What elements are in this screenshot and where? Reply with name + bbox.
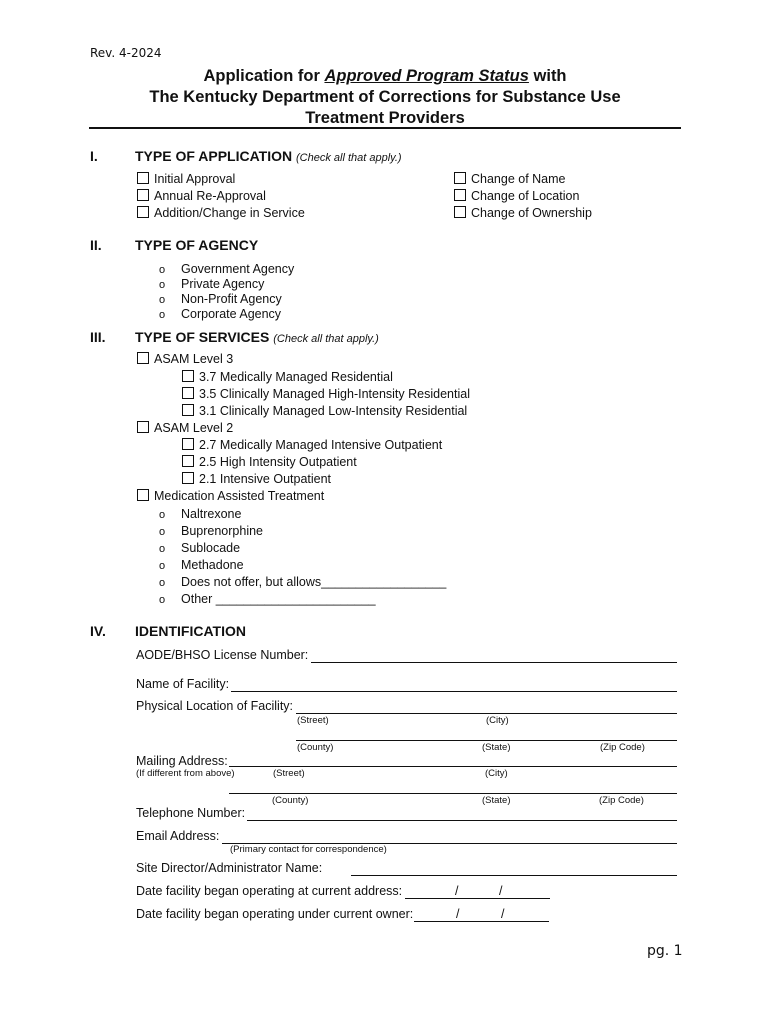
physical-street-field[interactable] — [296, 713, 677, 714]
checkbox-box[interactable] — [454, 206, 466, 218]
email-label: Email Address: — [136, 829, 220, 843]
mailing-address-label: Mailing Address: — [136, 754, 228, 768]
mat-item-other[interactable]: o Other _______________________ — [159, 592, 376, 606]
section-4-heading: IDENTIFICATION — [135, 623, 246, 639]
checkbox-box[interactable] — [137, 352, 149, 364]
mailing-zip-caption: (Zip Code) — [599, 795, 644, 806]
checkbox-box[interactable] — [137, 189, 149, 201]
date-current-owner-field[interactable] — [414, 921, 549, 922]
title-line-3: Treatment Providers — [305, 109, 465, 127]
facility-name-label: Name of Facility: — [136, 677, 230, 691]
revision-label: Rev. 4-2024 — [90, 46, 162, 60]
checkbox-box[interactable] — [182, 404, 194, 416]
physical-county-caption: (County) — [297, 742, 334, 753]
physical-state-caption: (State) — [482, 742, 511, 753]
section-2-numeral: II. — [90, 237, 102, 253]
radio-nonprofit-agency[interactable]: o Non-Profit Agency — [159, 292, 282, 306]
physical-location-label: Physical Location of Facility: — [136, 699, 294, 713]
checkbox-box[interactable] — [454, 189, 466, 201]
checkbox-3-5[interactable]: 3.5 Clinically Managed High-Intensity Residential — [182, 387, 470, 401]
checkbox-box[interactable] — [137, 421, 149, 433]
checkbox-3-7[interactable]: 3.7 Medically Managed Residential — [182, 370, 393, 384]
radio-private-agency[interactable]: o Private Agency — [159, 277, 265, 291]
date-separator: / — [499, 884, 503, 898]
checkbox-asam-level-2[interactable]: ASAM Level 2 — [137, 421, 233, 435]
checkbox-box[interactable] — [182, 387, 194, 399]
mailing-address-note: (If different from above) — [136, 768, 235, 779]
mailing-street-field[interactable] — [229, 766, 677, 767]
checkbox-initial-approval[interactable]: Initial Approval — [137, 172, 235, 186]
checkbox-box[interactable] — [137, 489, 149, 501]
checkbox-box[interactable] — [182, 455, 194, 467]
telephone-field[interactable] — [247, 820, 677, 821]
license-number-label: AODE/BHSO License Number: — [136, 648, 309, 662]
checkbox-change-ownership[interactable]: Change of Ownership — [454, 206, 592, 220]
mat-item-sublocade[interactable]: o Sublocade — [159, 541, 241, 555]
checkbox-addition-change-service[interactable]: Addition/Change in Service — [137, 206, 305, 220]
checkbox-box[interactable] — [454, 172, 466, 184]
radio-government-agency[interactable]: o Government Agency — [159, 262, 295, 276]
checkbox-2-7[interactable]: 2.7 Medically Managed Intensive Outpatient — [182, 438, 442, 452]
mat-item-does-not-offer[interactable]: o Does not offer, but allows__________________ — [159, 575, 447, 589]
mailing-county-caption: (County) — [272, 795, 309, 806]
section-4-numeral: IV. — [90, 623, 106, 639]
checkbox-box[interactable] — [137, 172, 149, 184]
title-line-2: The Kentucky Department of Corrections for Substance Use — [149, 88, 621, 106]
facility-name-field[interactable] — [231, 691, 677, 692]
date-current-address-field[interactable] — [405, 898, 550, 899]
mat-item-buprenorphine[interactable]: o Buprenorphine — [159, 524, 264, 538]
director-name-label: Site Director/Administrator Name: — [136, 861, 323, 875]
physical-city-caption: (City) — [486, 715, 509, 726]
section-3-numeral: III. — [90, 329, 106, 345]
physical-zip-caption: (Zip Code) — [600, 742, 645, 753]
mailing-state-caption: (State) — [482, 795, 511, 806]
checkbox-annual-reapproval[interactable]: Annual Re-Approval — [137, 189, 266, 203]
checkbox-asam-level-3[interactable]: ASAM Level 3 — [137, 352, 233, 366]
physical-street-caption: (Street) — [297, 715, 329, 726]
title-emphasis: Approved Program Status — [324, 67, 529, 85]
page-title: Application for Approved Program Status with The Kentucky Department of Corrections for Substance Use Treatment Providers — [149, 67, 621, 127]
checkbox-change-name[interactable]: Change of Name — [454, 172, 566, 186]
director-name-field[interactable] — [351, 875, 677, 876]
section-1-numeral: I. — [90, 148, 98, 164]
checkbox-box[interactable] — [137, 206, 149, 218]
mat-item-methadone[interactable]: o Methadone — [159, 558, 244, 572]
checkbox-box[interactable] — [182, 370, 194, 382]
section-1-heading: TYPE OF APPLICATION (Check all that apply.) — [135, 148, 402, 164]
section-2-heading: TYPE OF AGENCY — [135, 237, 259, 253]
checkbox-3-1[interactable]: 3.1 Clinically Managed Low-Intensity Residential — [182, 404, 467, 418]
date-current-address-label: Date facility began operating at current address: — [136, 884, 403, 898]
checkbox-change-location[interactable]: Change of Location — [454, 189, 579, 203]
date-current-owner-label: Date facility began operating under current owner: — [136, 907, 414, 921]
email-note: (Primary contact for correspondence) — [230, 844, 387, 855]
date-separator: / — [455, 884, 459, 898]
mat-item-naltrexone[interactable]: o Naltrexone — [159, 507, 242, 521]
date-separator: / — [501, 907, 505, 921]
page-number: pg. 1 — [647, 943, 683, 959]
physical-county-field[interactable] — [296, 740, 677, 741]
checkbox-box[interactable] — [182, 472, 194, 484]
license-number-field[interactable] — [311, 662, 677, 663]
title-divider — [89, 127, 681, 129]
telephone-label: Telephone Number: — [136, 806, 246, 820]
mailing-street-caption: (Street) — [273, 768, 305, 779]
checkbox-box[interactable] — [182, 438, 194, 450]
checkbox-2-1[interactable]: 2.1 Intensive Outpatient — [182, 472, 331, 486]
mailing-county-field[interactable] — [229, 793, 677, 794]
mailing-city-caption: (City) — [485, 768, 508, 779]
checkbox-mat[interactable]: Medication Assisted Treatment — [137, 489, 324, 503]
section-3-heading: TYPE OF SERVICES (Check all that apply.) — [135, 329, 379, 345]
checkbox-2-5[interactable]: 2.5 High Intensity Outpatient — [182, 455, 357, 469]
radio-corporate-agency[interactable]: o Corporate Agency — [159, 307, 282, 321]
date-separator: / — [456, 907, 460, 921]
